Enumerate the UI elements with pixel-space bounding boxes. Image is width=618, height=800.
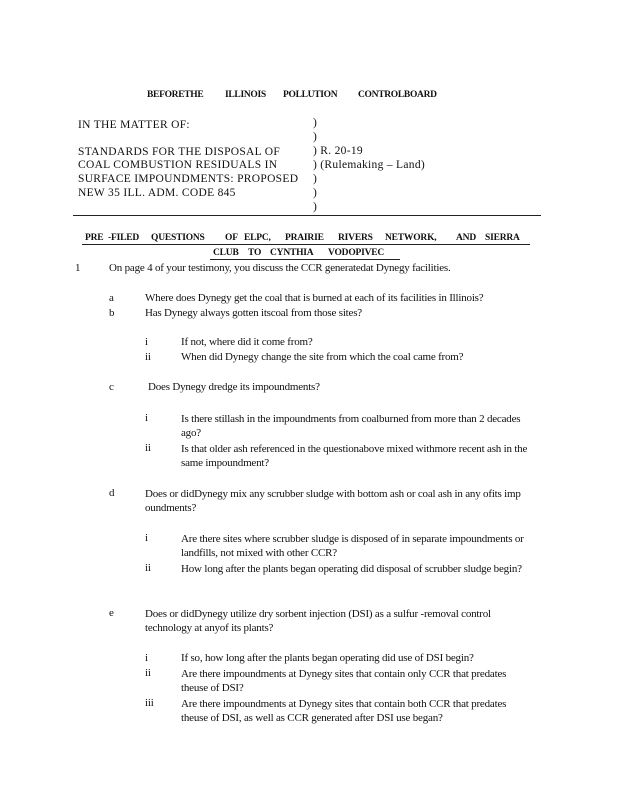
subitem-text: Is that older ash referenced in the questionabove mixed withmore recent ash in the same impoundment? <box>181 443 528 469</box>
caption-paren: ) <box>313 201 318 213</box>
subitem-text: If so, how long after the plants began operating did use of DSI begin? <box>181 652 474 664</box>
caption-code: NEW 35 ILL. ADM. CODE 845 <box>78 187 236 199</box>
item-text: Where does Dynegy get the coal that is burned at each of its facilities in Illinois? <box>145 292 484 304</box>
subitem-label: ii <box>145 442 151 454</box>
item-text: Does or didDynegy utilize dry sorbent injection (DSI) as a sulfur -removal control technology at anyof its plants? <box>145 608 491 634</box>
caption-docket: ) R. 20-19 <box>313 145 363 157</box>
caption-paren: ) <box>313 117 318 129</box>
subitem-text: Are there impoundments at Dynegy sites that contain both CCR that predates theuse of DSI, as well as CCR generated after DSI use began? <box>181 698 507 724</box>
title-underline <box>210 259 400 260</box>
header-illinois: ILLINOIS <box>225 90 266 100</box>
subitem-text: If not, where did it come from? <box>181 336 313 348</box>
caption-standards: STANDARDS FOR THE DISPOSAL OF <box>78 146 281 158</box>
caption-surface: SURFACE IMPOUNDMENTS: PROPOSED <box>78 173 299 185</box>
title-word: CLUB <box>213 248 239 258</box>
title-word: NETWORK, <box>385 233 437 243</box>
item-text: Has Dynegy always gotten itscoal from those sites? <box>145 307 362 319</box>
header-before: BEFORETHE <box>147 90 204 100</box>
caption-paren: ) <box>313 187 318 199</box>
item-label: a <box>109 292 114 304</box>
title-word: ELPC, <box>244 233 271 243</box>
caption-coal: COAL COMBUSTION RESIDUALS IN <box>78 159 278 171</box>
subitem-label: ii <box>145 351 151 363</box>
subitem-label: ii <box>145 562 151 574</box>
title-word: PRE <box>85 233 104 243</box>
subitem-label: ii <box>145 667 151 679</box>
title-word: CYNTHIA <box>270 248 314 258</box>
caption-paren: ) <box>313 131 318 143</box>
title-word: VODOPIVEC <box>328 248 385 258</box>
title-word: AND <box>456 233 476 243</box>
header-control-board: CONTROLBOARD <box>358 90 437 100</box>
title-word: PRAIRIE <box>285 233 324 243</box>
subitem-label: iii <box>145 697 154 709</box>
subitem-label: i <box>145 412 148 424</box>
question-text: On page 4 of your testimony, you discuss the CCR generatedat Dynegy facilities. <box>109 262 451 274</box>
title-word: QUESTIONS <box>151 233 205 243</box>
caption-divider <box>73 215 541 216</box>
subitem-label: i <box>145 652 148 664</box>
subitem-text: Are there sites where scrubber sludge is disposed of in separate impoundments or landfills, not mixed with other CCR? <box>181 533 524 559</box>
header-pollution: POLLUTION <box>283 90 338 100</box>
subitem-text: When did Dynegy change the site from which the coal came from? <box>181 351 464 363</box>
item-text: Does Dynegy dredge its impoundments? <box>148 381 320 393</box>
caption-paren: ) <box>313 173 318 185</box>
item-text: Does or didDynegy mix any scrubber sludge with bottom ash or coal ash in any ofits imp oundments? <box>145 488 521 514</box>
subitem-text: How long after the plants began operating did disposal of scrubber sludge begin? <box>181 563 522 575</box>
title-underline <box>82 244 530 245</box>
subitem-label: i <box>145 336 148 348</box>
question-number: 1 <box>75 262 81 274</box>
subitem-text: Is there stillash in the impoundments from coalburned from more than 2 decades ago? <box>181 413 521 439</box>
title-word: RIVERS <box>338 233 373 243</box>
caption-rulemaking: ) (Rulemaking – Land) <box>313 159 426 171</box>
subitem-label: i <box>145 532 148 544</box>
item-label: e <box>109 607 114 619</box>
subitem-text: Are there impoundments at Dynegy sites that contain only CCR that predates theuse of DSI? <box>181 668 507 694</box>
title-word: TO <box>248 248 262 258</box>
item-label: b <box>109 307 115 319</box>
title-word: OF <box>225 233 238 243</box>
title-word: -FILED <box>108 233 139 243</box>
item-label: d <box>109 487 115 499</box>
item-label: c <box>109 381 114 393</box>
title-word: SIERRA <box>485 233 520 243</box>
caption-in-the-matter: IN THE MATTER OF: <box>78 119 190 131</box>
